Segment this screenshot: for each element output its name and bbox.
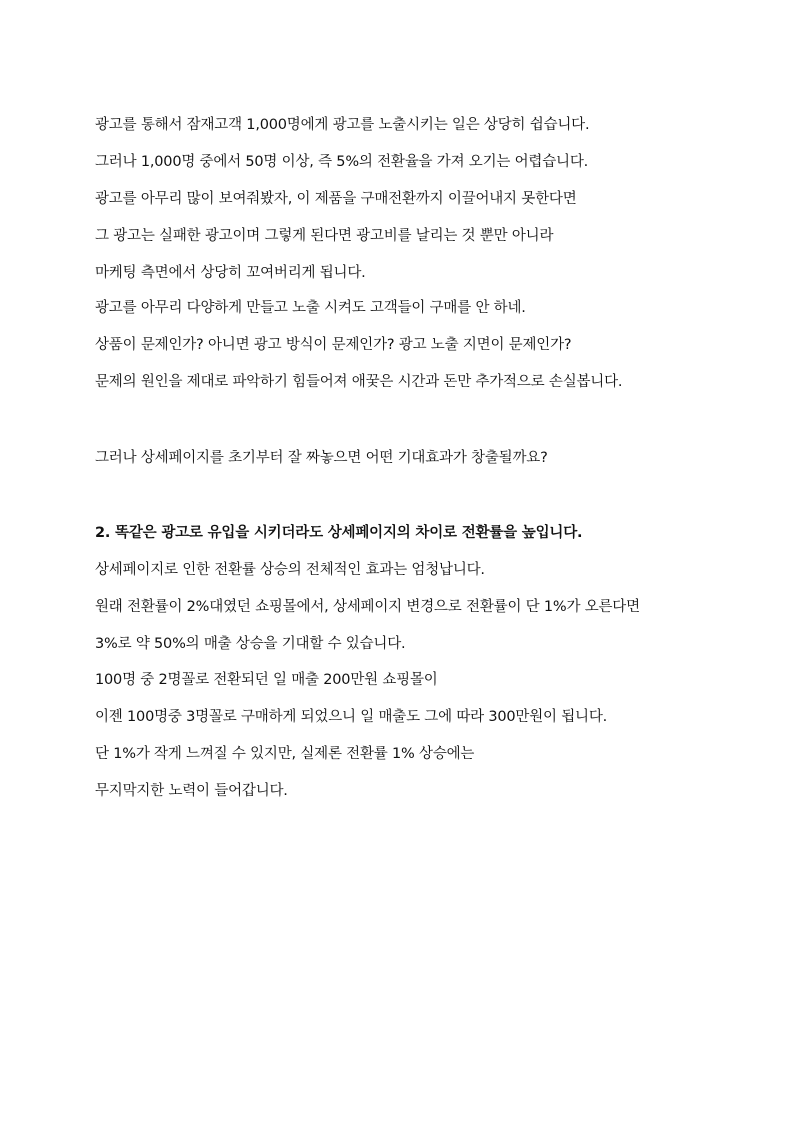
paragraph-line: 무지막지한 노력이 들어갑니다. (95, 783, 288, 799)
paragraph-line: 광고를 통해서 잠재고객 1,000명에게 광고를 노출시키는 일은 상당히 쉽습니다. (95, 117, 590, 133)
paragraph-line: 원래 전환률이 2%대였던 쇼핑몰에서, 상세페이지 변경으로 전환률이 단 1%가 오른다면 (95, 599, 640, 615)
section-heading: 2. 똑같은 광고로 유입을 시키더라도 상세페이지의 차이로 전환률을 높입니다. (95, 525, 583, 541)
paragraph-line: 광고를 아무리 다양하게 만들고 노출 시켜도 고객들이 구매를 안 하네. (95, 300, 526, 316)
paragraph-line: 3%로 약 50%의 매출 상승을 기대할 수 있습니다. (95, 636, 406, 652)
paragraph-line: 상품이 문제인가? 아니면 광고 방식이 문제인가? 광고 노출 지면이 문제인가? (95, 337, 572, 353)
paragraph-line: 마케팅 측면에서 상당히 꼬여버리게 됩니다. (95, 265, 366, 281)
paragraph-line: 단 1%가 작게 느껴질 수 있지만, 실제론 전환률 1% 상승에는 (95, 746, 475, 762)
paragraph-line: 100명 중 2명꼴로 전환되던 일 매출 200만원 쇼핑몰이 (95, 672, 438, 688)
paragraph-line: 이젠 100명중 3명꼴로 구매하게 되었으니 일 매출도 그에 따라 300만원이 됩니다. (95, 709, 608, 725)
question-line: 그러나 상세페이지를 초기부터 잘 짜놓으면 어떤 기대효과가 창출될까요? (95, 450, 548, 466)
paragraph-line: 문제의 원인을 제대로 파악하기 힘들어져 애꿎은 시간과 돈만 추가적으로 손실봅니다. (95, 374, 623, 390)
paragraph-line: 그 광고는 실패한 광고이며 그렇게 된다면 광고비를 날리는 것 뿐만 아니라 (95, 228, 554, 244)
paragraph-line: 상세페이지로 인한 전환률 상승의 전체적인 효과는 엄청납니다. (95, 562, 485, 578)
paragraph-line: 광고를 아무리 많이 보여줘봤자, 이 제품을 구매전환까지 이끌어내지 못한다면 (95, 191, 577, 207)
paragraph-line: 그러나 1,000명 중에서 50명 이상, 즉 5%의 전환율을 가져 오기는 어렵습니다. (95, 154, 589, 170)
